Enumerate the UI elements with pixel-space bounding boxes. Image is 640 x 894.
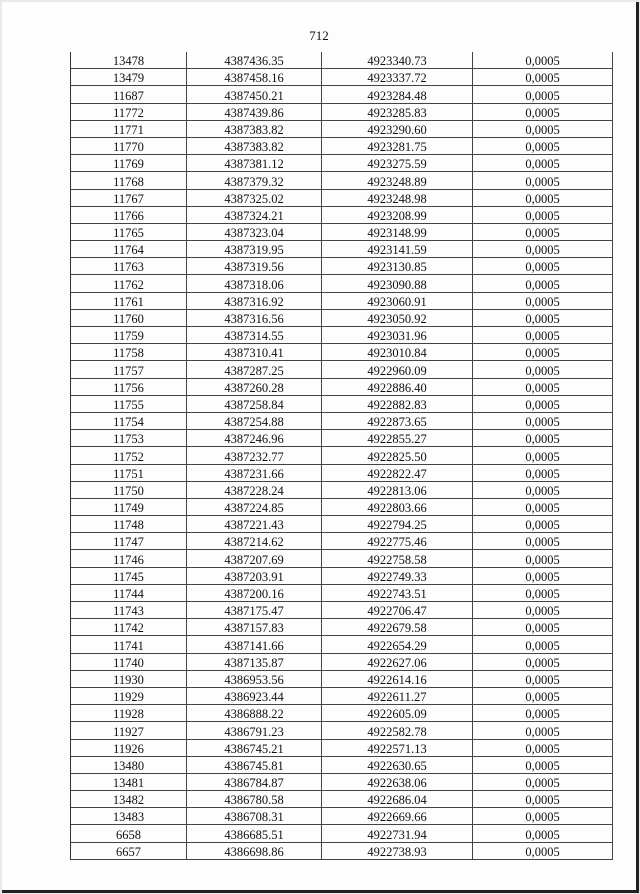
x-coordinate-cell: 4387228.24 [187,481,322,498]
table-row [71,327,613,344]
x-coordinate-cell: 4387135.87 [187,653,322,670]
y-coordinate-cell: 4922813.06 [322,481,473,498]
table-row [71,309,613,326]
point-id-cell: 11760 [71,309,187,326]
accuracy-cell: 0,0005 [473,275,613,292]
x-coordinate-cell: 4387318.06 [187,275,322,292]
accuracy-cell: 0,0005 [473,722,613,739]
coordinates-table-body [71,52,613,859]
x-coordinate-cell: 4387254.88 [187,412,322,429]
table-row [71,653,613,670]
accuracy-cell: 0,0005 [473,361,613,378]
point-id-cell: 11759 [71,327,187,344]
point-id-cell: 11771 [71,120,187,137]
accuracy-cell: 0,0005 [473,172,613,189]
point-id-cell: 11762 [71,275,187,292]
table-row [71,395,613,412]
accuracy-cell: 0,0005 [473,791,613,808]
document-page [2,2,639,893]
point-id-cell: 11772 [71,103,187,120]
accuracy-cell: 0,0005 [473,773,613,790]
table-row [71,52,613,69]
point-id-cell: 13479 [71,69,187,86]
x-coordinate-cell: 4387323.04 [187,223,322,240]
table-row [71,670,613,687]
point-id-cell: 11743 [71,602,187,619]
table-row [71,619,613,636]
accuracy-cell: 0,0005 [473,550,613,567]
y-coordinate-cell: 4922611.27 [322,687,473,704]
y-coordinate-cell: 4923290.60 [322,120,473,137]
x-coordinate-cell: 4387214.62 [187,533,322,550]
accuracy-cell: 0,0005 [473,756,613,773]
x-coordinate-cell: 4387246.96 [187,430,322,447]
accuracy-cell: 0,0005 [473,687,613,704]
table-row [71,103,613,120]
y-coordinate-cell: 4923130.85 [322,258,473,275]
point-id-cell: 13483 [71,808,187,825]
accuracy-cell: 0,0005 [473,378,613,395]
point-id-cell: 11766 [71,206,187,223]
point-id-cell: 11687 [71,86,187,103]
accuracy-cell: 0,0005 [473,223,613,240]
accuracy-cell: 0,0005 [473,395,613,412]
x-coordinate-cell: 4386780.58 [187,791,322,808]
table-row [71,137,613,154]
accuracy-cell: 0,0005 [473,309,613,326]
x-coordinate-cell: 4387224.85 [187,498,322,515]
table-row [71,498,613,515]
x-coordinate-cell: 4387157.83 [187,619,322,636]
accuracy-cell: 0,0005 [473,842,613,859]
x-coordinate-cell: 4386745.21 [187,739,322,756]
y-coordinate-cell: 4923031.96 [322,327,473,344]
point-id-cell: 6658 [71,825,187,842]
point-id-cell: 11745 [71,567,187,584]
point-id-cell: 13480 [71,756,187,773]
point-id-cell: 11750 [71,481,187,498]
table-row [71,842,613,859]
x-coordinate-cell: 4387175.47 [187,602,322,619]
point-id-cell: 11758 [71,344,187,361]
y-coordinate-cell: 4922749.33 [322,567,473,584]
coordinates-table [70,52,609,860]
table-row [71,791,613,808]
point-id-cell: 11767 [71,189,187,206]
x-coordinate-cell: 4387231.66 [187,464,322,481]
table-row [71,241,613,258]
y-coordinate-cell: 4922627.06 [322,653,473,670]
x-coordinate-cell: 4387383.82 [187,120,322,137]
accuracy-cell: 0,0005 [473,636,613,653]
point-id-cell: 11928 [71,705,187,722]
y-coordinate-cell: 4922738.93 [322,842,473,859]
point-id-cell: 11755 [71,395,187,412]
accuracy-cell: 0,0005 [473,241,613,258]
x-coordinate-cell: 4387314.55 [187,327,322,344]
table-row [71,533,613,550]
x-coordinate-cell: 4386698.86 [187,842,322,859]
point-id-cell: 11753 [71,430,187,447]
y-coordinate-cell: 4923337.72 [322,69,473,86]
table-row [71,86,613,103]
y-coordinate-cell: 4922679.58 [322,619,473,636]
accuracy-cell: 0,0005 [473,584,613,601]
y-coordinate-cell: 4922803.66 [322,498,473,515]
x-coordinate-cell: 4387436.35 [187,52,322,69]
table-row [71,258,613,275]
table-row [71,602,613,619]
y-coordinate-cell: 4922614.16 [322,670,473,687]
x-coordinate-cell: 4387260.28 [187,378,322,395]
x-coordinate-cell: 4387316.92 [187,292,322,309]
x-coordinate-cell: 4387450.21 [187,86,322,103]
table-row [71,550,613,567]
point-id-cell: 13482 [71,791,187,808]
table-row [71,516,613,533]
point-id-cell: 11740 [71,653,187,670]
y-coordinate-cell: 4923281.75 [322,137,473,154]
point-id-cell: 11764 [71,241,187,258]
accuracy-cell: 0,0005 [473,567,613,584]
y-coordinate-cell: 4923248.98 [322,189,473,206]
point-id-cell: 11742 [71,619,187,636]
y-coordinate-cell: 4922743.51 [322,584,473,601]
x-coordinate-cell: 4386685.51 [187,825,322,842]
y-coordinate-cell: 4922825.50 [322,447,473,464]
accuracy-cell: 0,0005 [473,189,613,206]
point-id-cell: 11746 [71,550,187,567]
accuracy-cell: 0,0005 [473,327,613,344]
accuracy-cell: 0,0005 [473,533,613,550]
y-coordinate-cell: 4922775.46 [322,533,473,550]
x-coordinate-cell: 4387232.77 [187,447,322,464]
x-coordinate-cell: 4387200.16 [187,584,322,601]
point-id-cell: 11757 [71,361,187,378]
accuracy-cell: 0,0005 [473,120,613,137]
y-coordinate-cell: 4922960.09 [322,361,473,378]
table-row [71,361,613,378]
accuracy-cell: 0,0005 [473,498,613,515]
accuracy-cell: 0,0005 [473,258,613,275]
y-coordinate-cell: 4923060.91 [322,292,473,309]
accuracy-cell: 0,0005 [473,481,613,498]
table-row [71,773,613,790]
accuracy-cell: 0,0005 [473,464,613,481]
point-id-cell: 11763 [71,258,187,275]
accuracy-cell: 0,0005 [473,206,613,223]
y-coordinate-cell: 4923285.83 [322,103,473,120]
y-coordinate-cell: 4922638.06 [322,773,473,790]
y-coordinate-cell: 4922855.27 [322,430,473,447]
x-coordinate-cell: 4386708.31 [187,808,322,825]
point-id-cell: 11749 [71,498,187,515]
point-id-cell: 11747 [71,533,187,550]
table-row [71,447,613,464]
table-row [71,481,613,498]
x-coordinate-cell: 4387287.25 [187,361,322,378]
table-row [71,223,613,240]
y-coordinate-cell: 4922706.47 [322,602,473,619]
y-coordinate-cell: 4923248.89 [322,172,473,189]
x-coordinate-cell: 4386888.22 [187,705,322,722]
accuracy-cell: 0,0005 [473,705,613,722]
x-coordinate-cell: 4386923.44 [187,687,322,704]
table-row [71,722,613,739]
accuracy-cell: 0,0005 [473,137,613,154]
y-coordinate-cell: 4923050.92 [322,309,473,326]
point-id-cell: 11744 [71,584,187,601]
table-row [71,808,613,825]
x-coordinate-cell: 4387458.16 [187,69,322,86]
accuracy-cell: 0,0005 [473,653,613,670]
x-coordinate-cell: 4387258.84 [187,395,322,412]
point-id-cell: 11769 [71,155,187,172]
accuracy-cell: 0,0005 [473,430,613,447]
x-coordinate-cell: 4387379.32 [187,172,322,189]
point-id-cell: 11768 [71,172,187,189]
x-coordinate-cell: 4387141.66 [187,636,322,653]
x-coordinate-cell: 4387439.86 [187,103,322,120]
x-coordinate-cell: 4387324.21 [187,206,322,223]
x-coordinate-cell: 4387325.02 [187,189,322,206]
table-row [71,378,613,395]
accuracy-cell: 0,0005 [473,86,613,103]
accuracy-cell: 0,0005 [473,670,613,687]
y-coordinate-cell: 4922882.83 [322,395,473,412]
x-coordinate-cell: 4386745.81 [187,756,322,773]
x-coordinate-cell: 4387319.95 [187,241,322,258]
y-coordinate-cell: 4923090.88 [322,275,473,292]
page-number: 712 [309,28,329,43]
accuracy-cell: 0,0005 [473,103,613,120]
x-coordinate-cell: 4387319.56 [187,258,322,275]
x-coordinate-cell: 4387316.56 [187,309,322,326]
table-row [71,756,613,773]
y-coordinate-cell: 4922886.40 [322,378,473,395]
table-row [71,120,613,137]
point-id-cell: 11930 [71,670,187,687]
point-id-cell: 11752 [71,447,187,464]
table-row [71,69,613,86]
x-coordinate-cell: 4387381.12 [187,155,322,172]
accuracy-cell: 0,0005 [473,344,613,361]
table-row [71,464,613,481]
accuracy-cell: 0,0005 [473,447,613,464]
y-coordinate-cell: 4922630.65 [322,756,473,773]
y-coordinate-cell: 4923208.99 [322,206,473,223]
table-row [71,430,613,447]
point-id-cell: 11927 [71,722,187,739]
x-coordinate-cell: 4387310.41 [187,344,322,361]
point-id-cell: 11765 [71,223,187,240]
x-coordinate-cell: 4387383.82 [187,137,322,154]
y-coordinate-cell: 4922822.47 [322,464,473,481]
y-coordinate-cell: 4922654.29 [322,636,473,653]
accuracy-cell: 0,0005 [473,602,613,619]
table-row [71,344,613,361]
y-coordinate-cell: 4922686.04 [322,791,473,808]
y-coordinate-cell: 4923010.84 [322,344,473,361]
y-coordinate-cell: 4922571.13 [322,739,473,756]
y-coordinate-cell: 4922605.09 [322,705,473,722]
accuracy-cell: 0,0005 [473,52,613,69]
point-id-cell: 11756 [71,378,187,395]
table-row [71,705,613,722]
y-coordinate-cell: 4923275.59 [322,155,473,172]
y-coordinate-cell: 4922582.78 [322,722,473,739]
point-id-cell: 11770 [71,137,187,154]
x-coordinate-cell: 4386953.56 [187,670,322,687]
point-id-cell: 11748 [71,516,187,533]
accuracy-cell: 0,0005 [473,619,613,636]
y-coordinate-cell: 4923141.59 [322,241,473,258]
x-coordinate-cell: 4387221.43 [187,516,322,533]
point-id-cell: 11761 [71,292,187,309]
point-id-cell: 11926 [71,739,187,756]
y-coordinate-cell: 4923340.73 [322,52,473,69]
table-row [71,412,613,429]
point-id-cell: 13481 [71,773,187,790]
accuracy-cell: 0,0005 [473,292,613,309]
accuracy-cell: 0,0005 [473,739,613,756]
point-id-cell: 11754 [71,412,187,429]
accuracy-cell: 0,0005 [473,516,613,533]
table-row [71,584,613,601]
table-row [71,825,613,842]
x-coordinate-cell: 4386784.87 [187,773,322,790]
y-coordinate-cell: 4922794.25 [322,516,473,533]
table-row [71,155,613,172]
table-row [71,189,613,206]
accuracy-cell: 0,0005 [473,155,613,172]
table-row [71,739,613,756]
table-row [71,636,613,653]
point-id-cell: 11929 [71,687,187,704]
accuracy-cell: 0,0005 [473,69,613,86]
table-row [71,292,613,309]
accuracy-cell: 0,0005 [473,808,613,825]
x-coordinate-cell: 4387207.69 [187,550,322,567]
y-coordinate-cell: 4923284.48 [322,86,473,103]
y-coordinate-cell: 4922731.94 [322,825,473,842]
table-row [71,687,613,704]
table-row [71,275,613,292]
table-row [71,172,613,189]
x-coordinate-cell: 4386791.23 [187,722,322,739]
y-coordinate-cell: 4922758.58 [322,550,473,567]
accuracy-cell: 0,0005 [473,825,613,842]
y-coordinate-cell: 4922873.65 [322,412,473,429]
y-coordinate-cell: 4923148.99 [322,223,473,240]
point-id-cell: 11741 [71,636,187,653]
table-row [71,567,613,584]
x-coordinate-cell: 4387203.91 [187,567,322,584]
point-id-cell: 6657 [71,842,187,859]
point-id-cell: 13478 [71,52,187,69]
point-id-cell: 11751 [71,464,187,481]
y-coordinate-cell: 4922669.66 [322,808,473,825]
accuracy-cell: 0,0005 [473,412,613,429]
table-row [71,206,613,223]
